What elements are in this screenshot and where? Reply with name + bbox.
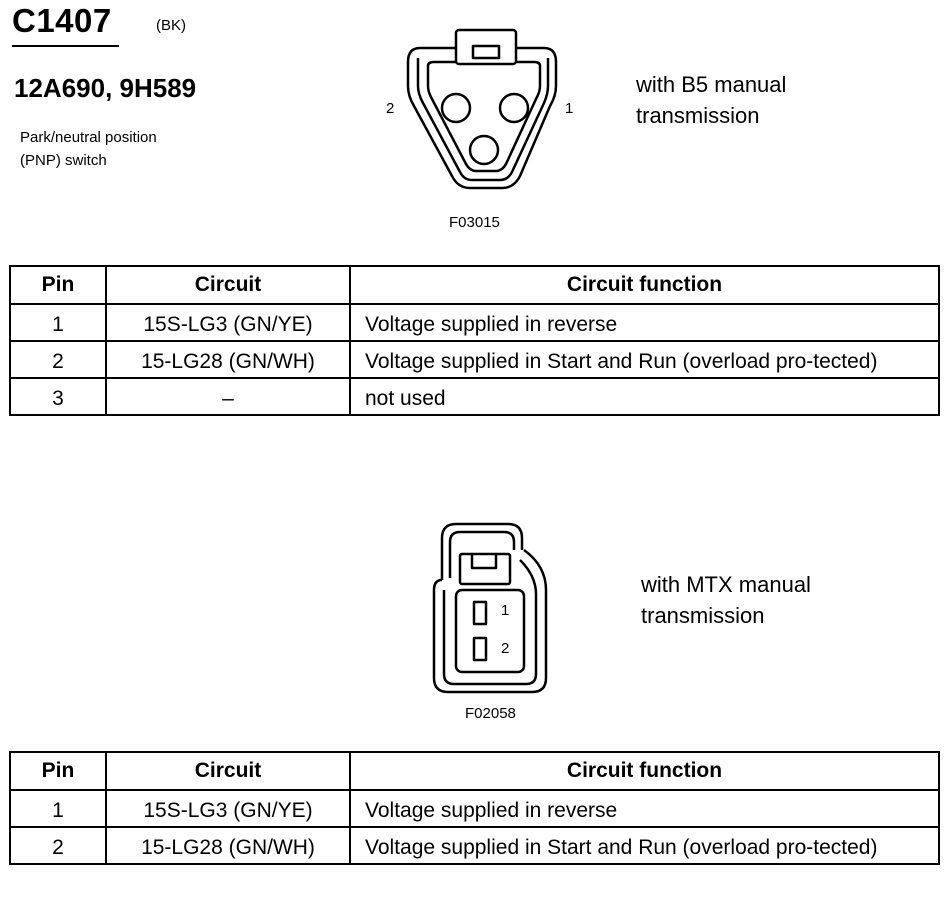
pin-label-2: 2 <box>386 100 395 117</box>
circuit-cell: 15S-LG3 (GN/YE) <box>106 304 350 341</box>
circuit-cell: 15-LG28 (GN/WH) <box>106 827 350 864</box>
table-header-row <box>10 752 939 790</box>
pin-cell: 2 <box>10 827 106 864</box>
pin-cell: 2 <box>10 341 106 378</box>
table-header-row <box>10 266 939 304</box>
connector-b5-face-diagram <box>400 26 560 196</box>
table-row <box>10 378 939 415</box>
variant-mtx-line-2: transmission <box>641 603 765 628</box>
circuit-cell: – <box>106 378 350 415</box>
part-numbers: 12A690, 9H589 <box>14 73 197 103</box>
function-cell: Voltage supplied in reverse <box>350 790 939 827</box>
table-row <box>10 827 939 864</box>
pin-cell: 1 <box>10 304 106 341</box>
col-header-circuit: Circuit <box>106 266 350 304</box>
mtx-pin-label-2: 2 <box>501 640 510 657</box>
col-header-pin: Pin <box>10 752 106 790</box>
variant-b5-line-1: with B5 manual <box>636 72 787 97</box>
description-line-2: (PNP) switch <box>20 152 107 169</box>
figure-label-mtx: F02058 <box>465 705 516 722</box>
col-header-circuit: Circuit <box>106 752 350 790</box>
component-description <box>20 126 157 172</box>
variant-b5-line-2: transmission <box>636 103 760 128</box>
mtx-pin-label-1: 1 <box>501 602 510 619</box>
col-header-pin: Pin <box>10 266 106 304</box>
variant-label-mtx <box>641 569 811 631</box>
pinout-table-b5 <box>9 265 940 416</box>
color-code: (BK) <box>156 17 186 34</box>
pin-cell: 3 <box>10 378 106 415</box>
col-header-function: Circuit function <box>350 266 939 304</box>
figure-label-b5: F03015 <box>449 214 500 231</box>
col-header-function: Circuit function <box>350 752 939 790</box>
description-line-1: Park/neutral position <box>20 129 157 146</box>
pinout-table-mtx <box>9 751 940 865</box>
circuit-cell: 15S-LG3 (GN/YE) <box>106 790 350 827</box>
function-cell: Voltage supplied in Start and Run (overload pro-tected) <box>350 827 939 864</box>
variant-label-b5 <box>636 69 786 131</box>
function-cell: not used <box>350 378 939 415</box>
connector-mtx-face-diagram <box>432 520 550 696</box>
function-cell: Voltage supplied in Start and Run (overload pro-tected) <box>350 341 939 378</box>
connector-id: C1407 <box>12 2 112 39</box>
table-row <box>10 341 939 378</box>
table-row <box>10 304 939 341</box>
pin-label-1: 1 <box>565 100 574 117</box>
pin-cell: 1 <box>10 790 106 827</box>
circuit-cell: 15-LG28 (GN/WH) <box>106 341 350 378</box>
function-cell: Voltage supplied in reverse <box>350 304 939 341</box>
table-row <box>10 790 939 827</box>
variant-mtx-line-1: with MTX manual <box>641 572 811 597</box>
title-underline <box>12 45 119 47</box>
